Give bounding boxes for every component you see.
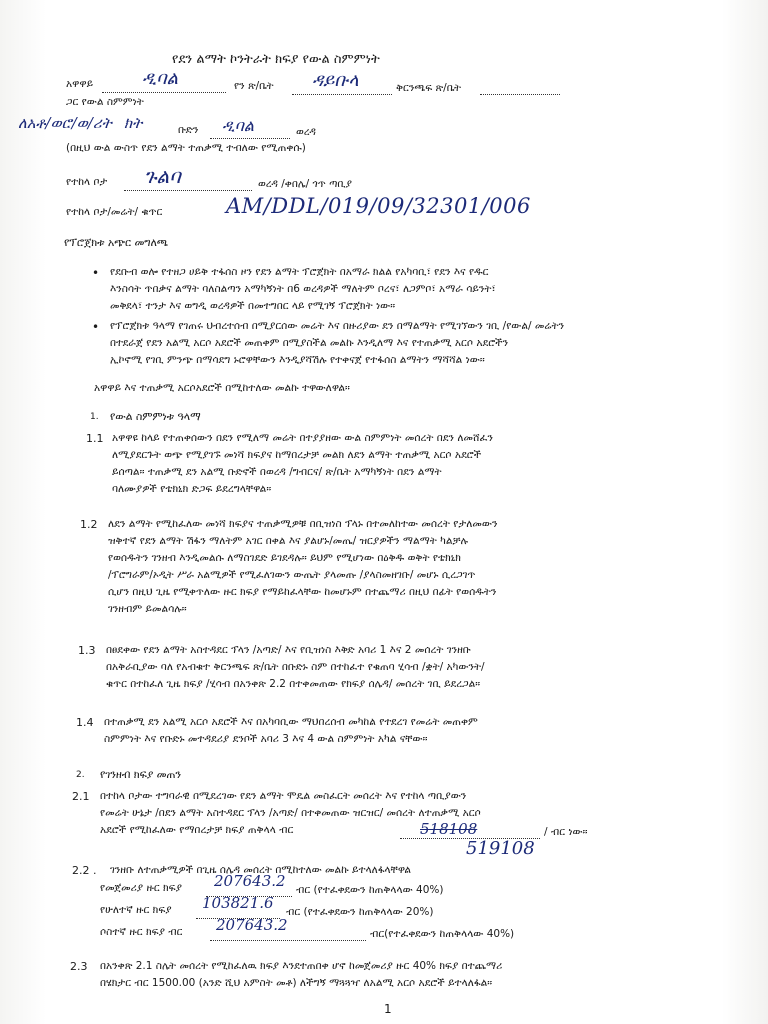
planting-site-suffix: ወረዳ /ቀበሌ/ ጎጥ ጣቢያ: [258, 178, 352, 190]
payment-1-amount: 207643.2: [214, 872, 286, 890]
bullet-dot-1: •: [92, 266, 100, 280]
planting-site-handwritten: ጉልባ: [144, 164, 181, 188]
contractor-handwritten: ዲባል: [142, 68, 178, 89]
agreement-label: ጋር የውል ስምምነት: [66, 96, 144, 108]
project-summary-heading: የፕሮጀክቱ አጭር መግለጫ: [64, 236, 168, 249]
payment-3-fill-line: [210, 940, 366, 941]
plot-number-label: የተከላ ቦታ/መሬት/ ቁጥር: [66, 206, 163, 218]
office-fill-line: [292, 94, 392, 95]
payment-2-label: የሁለተኛ ዙር ክፍያ: [100, 904, 172, 916]
clause-2-3-text: በአንቀጽ 2.1 ስሌት መሰረት የሚከፈለዉ ክፍያ እንደተጠበቀ ሆኖ ከመጀመሪያ ዙር 40% ክፍያ በተጨማሪ በሄክታር ብር 1500.00 (አንድ ሺህ አምስት መቶ) ለችግኝ ማጓጓዣ ለአልሚ አርሶ አደሮች ይተላለፋል።: [100, 960, 503, 989]
clause-1-4-number: 1.4: [76, 716, 94, 729]
clause-1-1-text: አዋዋዩ ከላይ የተጠቀሰውን በደን የሚለማ መሬት በተያያዘው ውል ስምምነት መሰረት በደን ለመሸፈን ለሚያደርጉት ወጭ የሚያገኙ መነሻ ክፍያና ከማበረታቻ መልክ ለደን ልማት ተጠቃሚ አርሶ አደሮች ይሰጣል። ተጠቃሚ ደን አልሚ ቡድኖች በወረዳ /ግብርና/ ጽ/ቤት አማካኝነት በደን ልማት ባለሙያዎች የቴክኒክ ድጋፍ ይደረግላቸዋል።: [112, 432, 493, 495]
page-number: 1: [384, 1002, 392, 1016]
clause-2-3-number: 2.3: [70, 960, 88, 973]
group-label: ቡድን: [178, 124, 199, 136]
clause-1-4-text: በተጠቃሚ ደን አልሚ አርሶ አደሮች እና በአካባቢው ማህበረሰብ መካከል የተደረገ የመሬት መጠቀም ስምምነት እና የቡድኑ መተዳደሪያ ደንቦች አባሪ 3 እና 4 ውል ስምምነት አካል ናቸው።: [104, 716, 478, 745]
beneficiary-handwritten-2: ክት: [124, 114, 143, 132]
clause-2-1-text: በተከላ ቦታው ተግባራዊ በሚደረገው የደን ልማት ሞዴል መስፈርት መሰረት እና የተከላ ጣቢያውን የመሬት ሁኔታ /በደን ልማት አስተዳደር ፕላን /አጣድ/ በተቀመጠው ዝርዝር/ መሰረት ለተጠቃሚ አርሶ አደሮች የሚከፈለው የማበረታቻ ክፍያ ጠቅላላ ብር: [100, 790, 481, 836]
contractor-label: አዋዋይ: [66, 78, 94, 90]
office-handwritten: ዳይቡላ: [312, 70, 359, 91]
payment-3-suffix: ብር(የተፈቀደውን ከጠቅላላው 40%): [370, 928, 515, 940]
beneficiary-note: (በዚህ ውል ውስጥ የደን ልማት ተጠቃሚ ተብለው የሚጠቀሱ): [66, 142, 306, 154]
clause-1-1-number: 1.1: [86, 432, 104, 445]
planting-site-label: የተከላ ቦታ: [66, 176, 108, 188]
clause-2-2-intro: ገንዘቡ ለተጠቃሚዎች በጊዜ ሰሌዳ መሰረት በሚከተለው መልኩ ይተላለፋላቸዋል: [110, 864, 412, 876]
payment-3-label: ሶስተኛ ዙር ክፍያ ብር: [100, 926, 183, 938]
document-title: የደን ልማት ኮንትራት ክፍያ የውል ስምምነት: [172, 52, 380, 67]
payment-1-suffix: ብር (የተፈቀደውን ከጠቅላላው 40%): [296, 884, 444, 896]
clause-1-2-text: ለደን ልማት የሚከፈለው መነሻ ክፍያና ተጠቃሚዎቹ በቢዝነስ ፕላኑ በተመለከተው መሰረት የታለመውን ዝቅተኛ የደን ልማት ሽፋን ማለትም አገር በቀል እና ያልሆኑ/መጤ/ ዝርያዎችን ማልማት ካልቻሉ የወሰዱትን ገንዘብ እንዲመልሱ ለማስገደድ ይገደዳሉ። ይህም የሚሆነው በዕቅዱ ወቅት የቴክኒክ /ፕሮግራም/ኦዲት ሥራ አልሚዎች የሚፈለገውን ውጤት ያላመጡ /ያላስመዘገቡ/ መሆኑ ሲረጋገጥ ሲሆን በዚህ ጊዜ የሚቀጥለው ዙር ክፍያ የማይከፈላቸው ከመሆኑም በተጨማሪ በዚህ በፊት የወሰዱትን ገንዘብም ይመልሳሉ።: [108, 518, 498, 615]
payment-2-amount: 103821.6: [202, 894, 274, 912]
clause-2-2-number: 2.2 .: [72, 864, 97, 877]
section-1-title: የውል ስምምነቱ ዓላማ: [110, 410, 201, 423]
total-amount-struck: 518108: [420, 820, 478, 838]
clause-2-1-number: 2.1: [72, 790, 90, 803]
contractor-fill-line: [102, 92, 226, 93]
total-amount-suffix: / ብር ነው።: [544, 826, 588, 838]
project-summary-bullet-1: የደቡብ ወሎ የተዘጋ ሀይቅ ተፋሰስ ዞን የደን ልማት ፕሮጀክት በአማራ ክልል የአካባቢ፣ የደን እና የዱር እንስሳት ጥበቃና ልማት ባለስልጣን አማካኝነት በ6 ወረዳዎች ማለትም ቦረና፣ ለጋምቦ፣ አማራ ሳይንት፣ መቅደላ፣ ተንታ እና ወግዲ ወረዳዎች በመተግበር ላይ የሚገኝ ፕሮጀክት ነው።: [110, 266, 496, 312]
planting-site-fill-line: [124, 190, 252, 191]
clause-1-2-number: 1.2: [80, 518, 98, 531]
payment-2-suffix: ብር (የተፈቀደውን ከጠቅላላው 20%): [286, 906, 434, 918]
payment-3-amount: 207643.2: [216, 916, 288, 934]
section-1-number: 1.: [90, 412, 99, 422]
agreement-statement: አዋዋይ እና ተጠቃሚ አርሶአደሮች በሚከተለው መልኩ ተዋውለዋል።: [94, 382, 350, 394]
branch-fill-line: [480, 94, 560, 95]
project-summary-bullet-2: የፕሮጀክቱ ዓላማ የገጠሩ ህብረተሰብ በሚያርሰው መሬት እና በዙሪያው ደን በማልማት የሚገኘውን ገቢ /የውል/ መሬትን በተደራጀ የደን አልሚ አርሶ አደሮች መጠቀም በሚያስችል መልኩ እንዲለማ እና የተጠቃሚ አርሶ አደሮችን ኢኮኖሚ የገቢ ምንጭ በማሳደግ ኑሮዋቸውን እንዲያሻሽሉ የተቀናጀ የተፋሰስ ልማትን ማሻሻል ነው።: [110, 320, 565, 366]
office-label: የን ጽ/ቤት: [234, 80, 274, 92]
bullet-dot-2: •: [92, 320, 100, 334]
total-amount-corrected: 519108: [466, 838, 535, 859]
payment-1-label: የመጀመሪያ ዙር ክፍያ: [100, 882, 182, 894]
plot-number-handwritten: AM/DDL/019/09/32301/006: [226, 194, 531, 218]
beneficiary-handwritten: ለአቶ/ወሮ/ወ/ሪት: [18, 114, 112, 132]
group-fill-line: [210, 138, 290, 139]
clause-1-3-number: 1.3: [78, 644, 96, 657]
branch-office-label: ቅርንጫፍ ጽ/ቤት: [396, 82, 462, 94]
section-2-number: 2.: [76, 770, 85, 780]
clause-1-3-text: በፀደቀው የደን ልማት አስተዳደር ፕላን /አጣድ/ እና የቢዝነስ እቅድ አባሪ 1 እና 2 መሰረት ገንዘቡ በአቅራቢያው ባለ የአብቁተ ቅርንጫፍ ጽ/ቤት በቡድኑ ስም በተከፈተ የቁጠባ ሂሳብ /ቋት/ አካውንት/ ቁጥር በተከፈለ ጊዜ ክፍያ /ሂሳብ በአንቀጽ 2.2 በተቀመጠው የክፍያ ሰሌዳ/ መሰረት ገቢ ይደረጋል።: [106, 644, 485, 690]
woreda-label: ወረዳ: [296, 126, 316, 138]
section-2-title: የገንዘብ ክፍያ መጠን: [100, 768, 182, 781]
group-handwritten: ዲባል: [222, 116, 254, 135]
